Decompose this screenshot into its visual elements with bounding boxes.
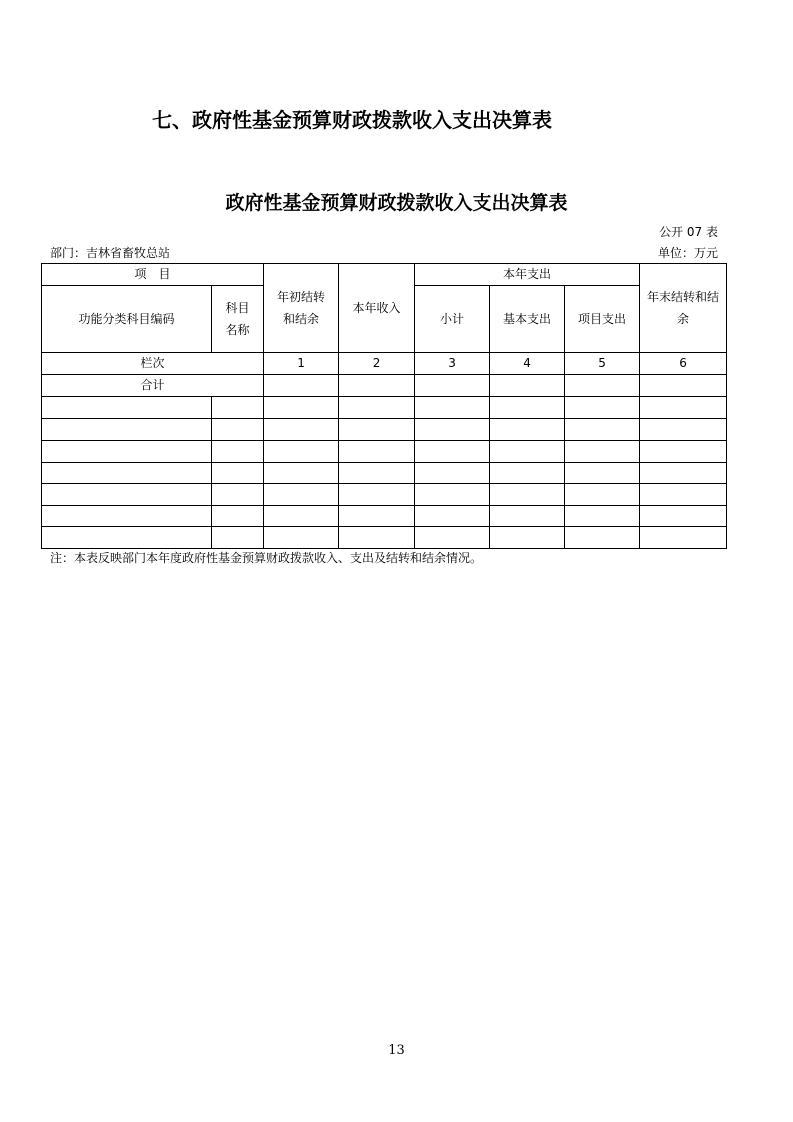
- col-number: 1: [264, 353, 339, 375]
- table-cell: [640, 441, 727, 463]
- table-cell: [339, 419, 415, 441]
- table-cell: [212, 484, 264, 506]
- table-cell: [212, 419, 264, 441]
- table-cell: [339, 506, 415, 527]
- table-cell: [339, 463, 415, 484]
- total-label: 合计: [42, 375, 264, 397]
- table-cell: [264, 375, 339, 397]
- header-begin-balance: 年初结转和结余: [264, 264, 339, 353]
- table-row: [42, 463, 727, 484]
- col-number: 2: [339, 353, 415, 375]
- table-cell: [565, 419, 640, 441]
- table-cell: [264, 463, 339, 484]
- col-number: 3: [415, 353, 490, 375]
- table-cell: [490, 397, 565, 419]
- table-cell: [565, 463, 640, 484]
- index-row: [42, 353, 727, 375]
- table-cell: [339, 397, 415, 419]
- table-cell: [640, 419, 727, 441]
- table-cell: [339, 527, 415, 549]
- table-code: 公开 07 表: [659, 225, 718, 239]
- table-cell: [42, 397, 212, 419]
- col-number: 5: [565, 353, 640, 375]
- header-subtotal: 小计: [415, 286, 490, 353]
- table-cell: [264, 527, 339, 549]
- table-cell: [264, 397, 339, 419]
- table-cell: [42, 463, 212, 484]
- table-cell: [212, 463, 264, 484]
- table-row: [42, 397, 727, 419]
- table-cell: [640, 463, 727, 484]
- table-cell: [212, 527, 264, 549]
- table-cell: [339, 484, 415, 506]
- table-cell: [490, 463, 565, 484]
- table-note: 注：本表反映部门本年度政府性基金预算财政拨款收入、支出及结转和结余情况。: [50, 551, 483, 565]
- table-cell: [264, 484, 339, 506]
- table-cell: [640, 397, 727, 419]
- table-cell: [490, 506, 565, 527]
- table-cell: [565, 527, 640, 549]
- table-cell: [42, 419, 212, 441]
- table-row: [42, 484, 727, 506]
- table-cell: [42, 484, 212, 506]
- table-cell: [640, 484, 727, 506]
- table-cell: [42, 441, 212, 463]
- table-row: [42, 527, 727, 549]
- table-cell: [212, 506, 264, 527]
- header-basic: 基本支出: [490, 286, 565, 353]
- table-cell: [565, 441, 640, 463]
- table-cell: [212, 441, 264, 463]
- col-number: 4: [490, 353, 565, 375]
- table-cell: [42, 506, 212, 527]
- table-cell: [415, 397, 490, 419]
- total-row: [42, 375, 727, 397]
- section-heading: 七、政府性基金预算财政拨款收入支出决算表: [152, 108, 552, 132]
- table-cell: [212, 397, 264, 419]
- table-cell: [264, 419, 339, 441]
- table-cell: [415, 463, 490, 484]
- table-cell: [640, 527, 727, 549]
- table-cell: [490, 527, 565, 549]
- table-cell: [415, 419, 490, 441]
- table-cell: [339, 375, 415, 397]
- page-number: 13: [388, 1043, 405, 1058]
- header-project-exp: 项目支出: [565, 286, 640, 353]
- table-cell: [565, 375, 640, 397]
- table-cell: [415, 441, 490, 463]
- table-cell: [640, 375, 727, 397]
- header-expenditure: 本年支出: [415, 264, 640, 286]
- table-cell: [415, 506, 490, 527]
- table-cell: [565, 484, 640, 506]
- table-row: [42, 441, 727, 463]
- table-cell: [490, 441, 565, 463]
- department-label: 部门：吉林省畜牧总站: [50, 246, 171, 260]
- table-row: [42, 419, 727, 441]
- table-cell: [565, 397, 640, 419]
- table-cell: [415, 375, 490, 397]
- col-number: 6: [640, 353, 727, 375]
- table-cell: [264, 441, 339, 463]
- table-cell: [415, 527, 490, 549]
- table-cell: [490, 484, 565, 506]
- row-index-label: 栏次: [42, 353, 264, 375]
- header-func-code: 功能分类科目编码: [42, 286, 212, 353]
- table-cell: [415, 484, 490, 506]
- table-cell: [42, 527, 212, 549]
- header-project: 项 目: [42, 264, 264, 286]
- table-cell: [490, 419, 565, 441]
- table-cell: [640, 506, 727, 527]
- unit-label: 单位：万元: [657, 246, 718, 260]
- table-row: [42, 506, 727, 527]
- header-income: 本年收入: [339, 264, 415, 353]
- header-subject-name: 科目名称: [212, 286, 264, 353]
- table-cell: [565, 506, 640, 527]
- table-cell: [339, 441, 415, 463]
- table-cell: [490, 375, 565, 397]
- budget-table: [41, 263, 727, 549]
- table-title: 政府性基金预算财政拨款收入支出决算表: [225, 192, 568, 214]
- table-cell: [264, 506, 339, 527]
- header-end-balance: 年末结转和结余: [640, 264, 727, 353]
